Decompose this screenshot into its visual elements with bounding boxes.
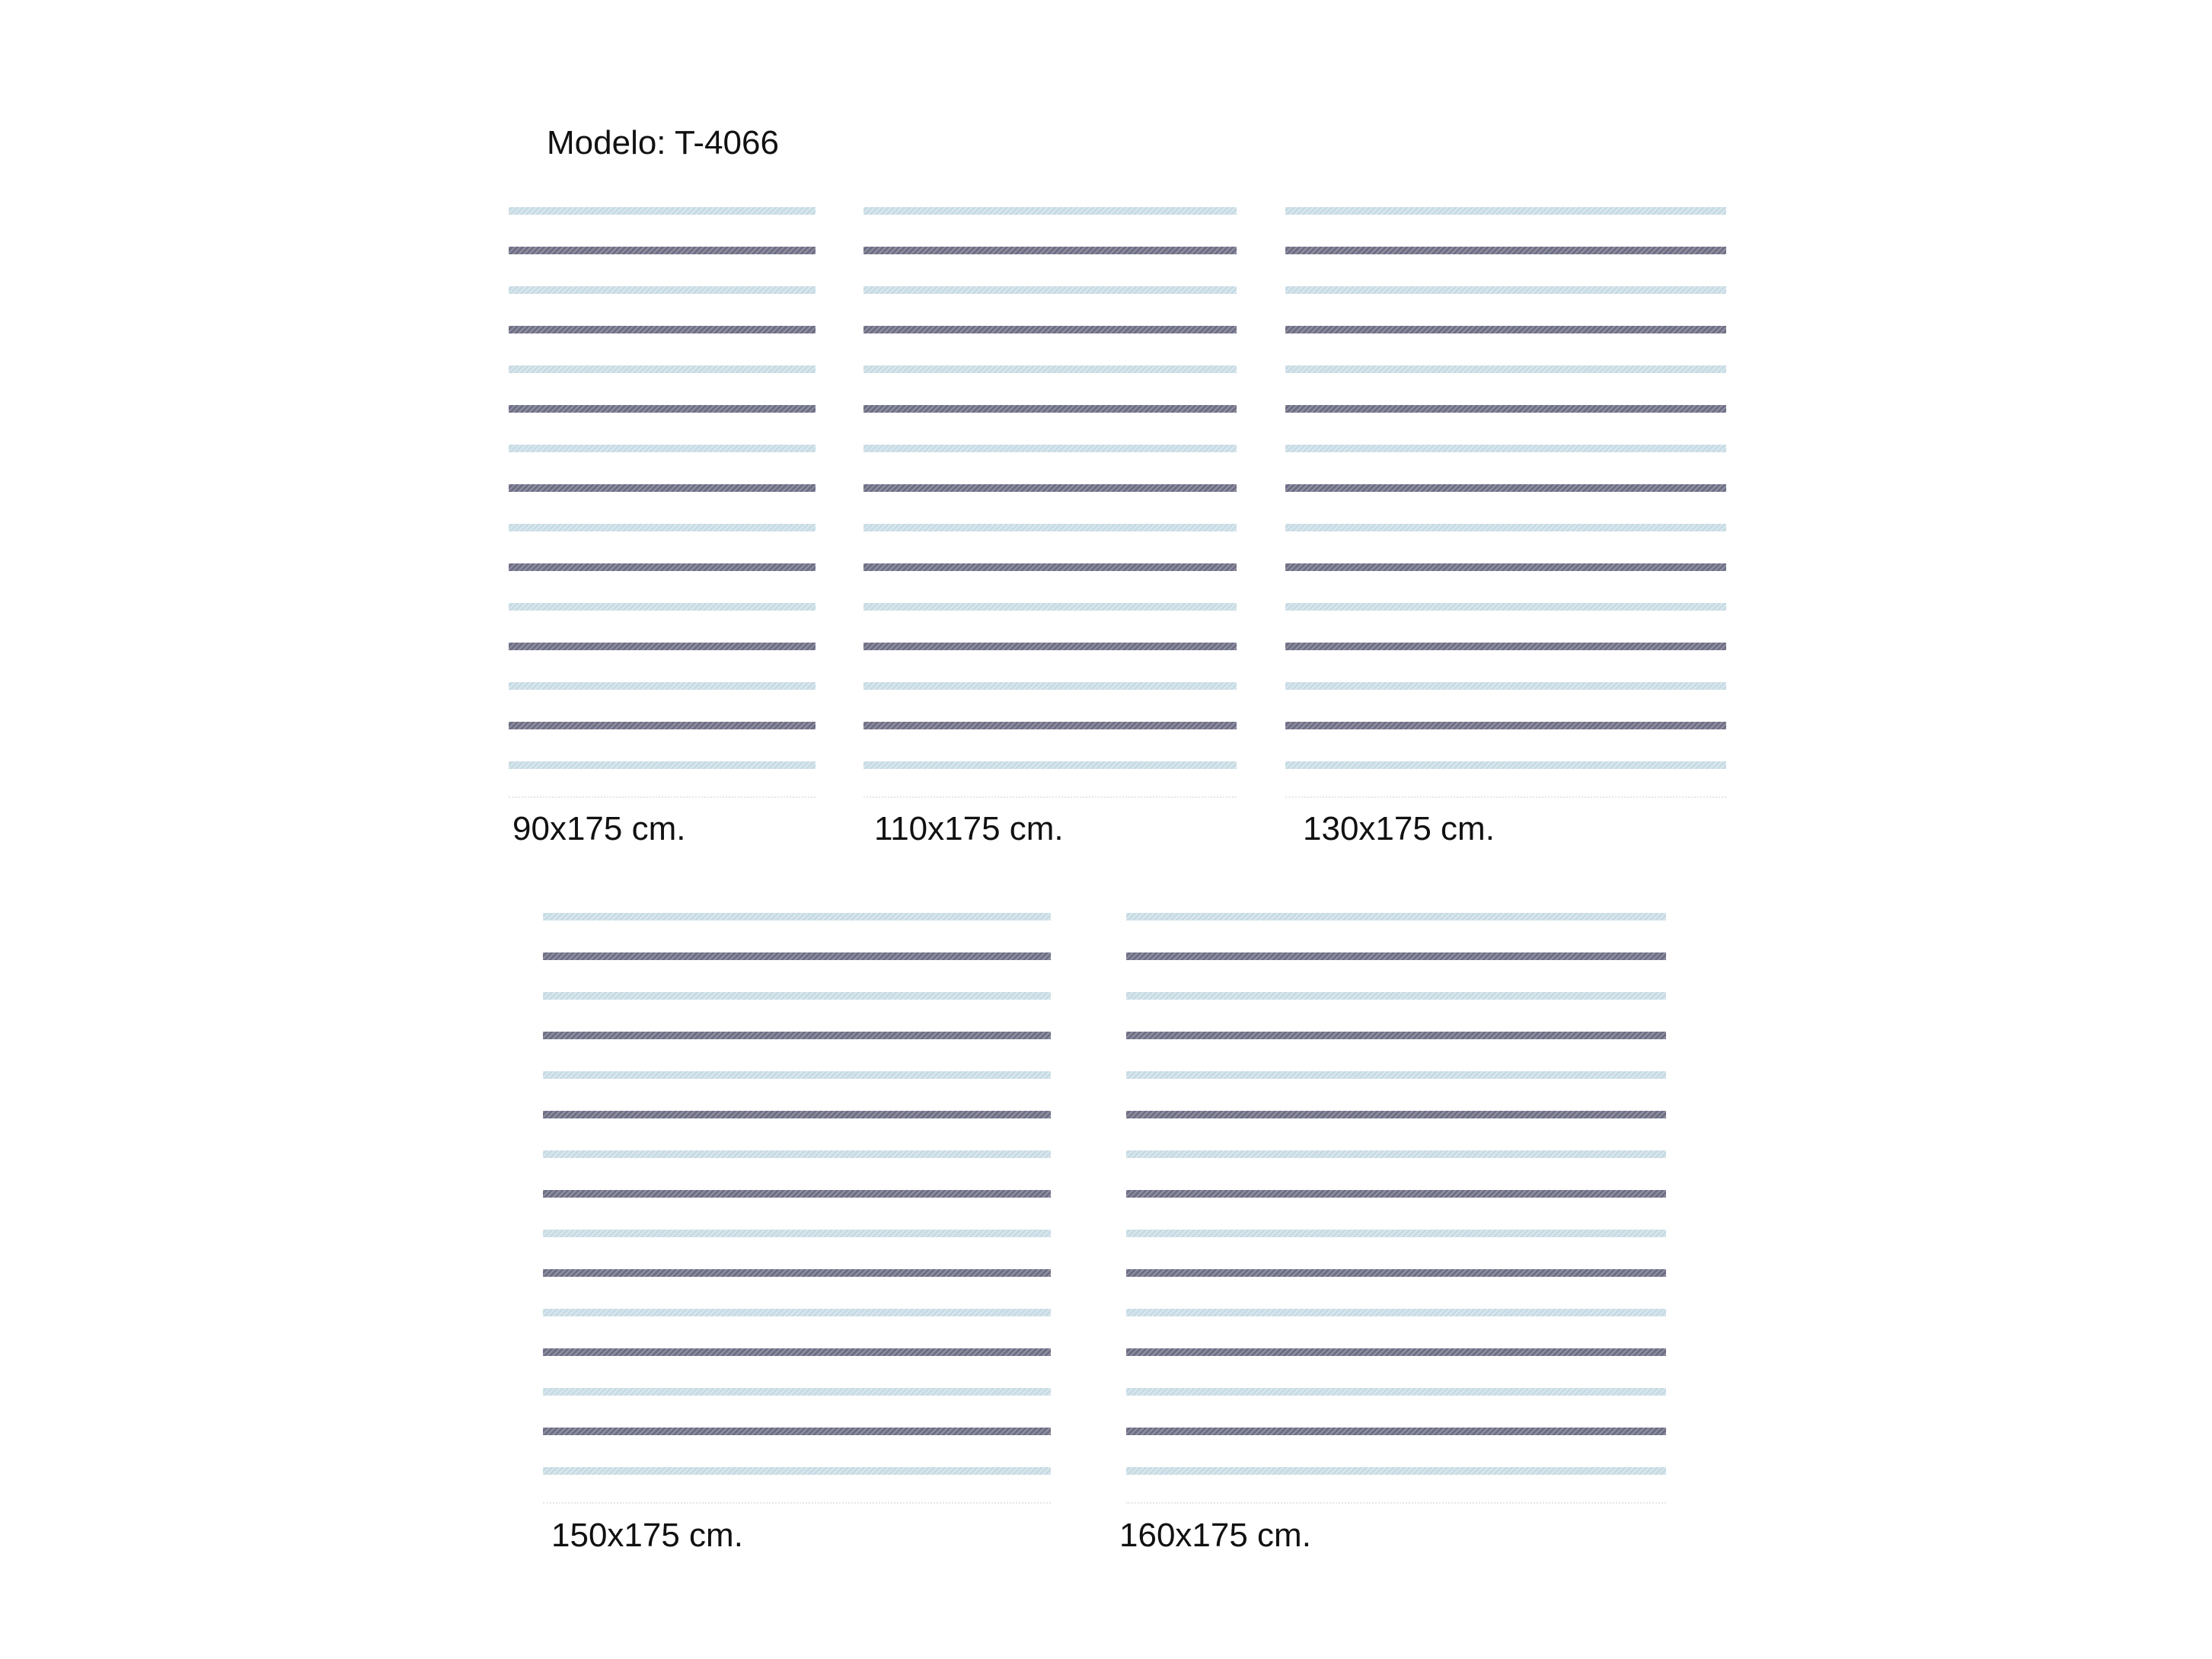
dark-stripe	[543, 1428, 1051, 1435]
dark-stripe	[863, 247, 1237, 254]
light-stripe	[509, 524, 816, 531]
dark-stripe	[1285, 484, 1726, 492]
light-stripe	[863, 603, 1237, 611]
light-stripe	[543, 913, 1051, 920]
swatch-edge	[1285, 796, 1726, 798]
size-label-150x175: 150x175 cm.	[551, 1517, 743, 1554]
light-stripe	[509, 445, 816, 452]
dark-stripe	[863, 643, 1237, 650]
dark-stripe	[863, 563, 1237, 571]
light-stripe	[1285, 524, 1726, 531]
dark-stripe	[1285, 722, 1726, 729]
dark-stripe	[509, 722, 816, 729]
fabric-swatch-90x175	[509, 203, 816, 798]
light-stripe	[543, 1150, 1051, 1158]
light-stripe	[1285, 286, 1726, 294]
dark-stripe	[543, 1348, 1051, 1356]
dark-stripe	[543, 1111, 1051, 1118]
light-stripe	[863, 761, 1237, 769]
swatch-edge	[543, 1502, 1051, 1504]
dark-stripe	[543, 1190, 1051, 1198]
size-label-90x175: 90x175 cm.	[512, 810, 686, 847]
dark-stripe	[863, 722, 1237, 729]
light-stripe	[509, 286, 816, 294]
light-stripe	[509, 603, 816, 611]
light-stripe	[1126, 1388, 1666, 1396]
light-stripe	[863, 524, 1237, 531]
dark-stripe	[509, 563, 816, 571]
dark-stripe	[1126, 952, 1666, 960]
light-stripe	[863, 365, 1237, 373]
light-stripe	[1285, 682, 1726, 690]
light-stripe	[1285, 445, 1726, 452]
dark-stripe	[1285, 563, 1726, 571]
dark-stripe	[543, 1032, 1051, 1039]
light-stripe	[1126, 1467, 1666, 1475]
dark-stripe	[1285, 326, 1726, 333]
dark-stripe	[543, 1269, 1051, 1277]
size-label-110x175: 110x175 cm.	[874, 810, 1064, 847]
fabric-swatch-110x175	[863, 203, 1237, 798]
light-stripe	[1126, 1230, 1666, 1237]
fabric-swatch-160x175	[1126, 908, 1666, 1504]
light-stripe	[543, 1388, 1051, 1396]
dark-stripe	[1126, 1269, 1666, 1277]
light-stripe	[509, 761, 816, 769]
dark-stripe	[1285, 247, 1726, 254]
light-stripe	[543, 1230, 1051, 1237]
dark-stripe	[1285, 643, 1726, 650]
swatch-edge	[1126, 1502, 1666, 1504]
fabric-swatch-130x175	[1285, 203, 1726, 798]
light-stripe	[1126, 1309, 1666, 1316]
dark-stripe	[1126, 1348, 1666, 1356]
light-stripe	[1126, 1071, 1666, 1079]
light-stripe	[1285, 603, 1726, 611]
fabric-swatch-150x175	[543, 908, 1051, 1504]
light-stripe	[1285, 365, 1726, 373]
dark-stripe	[543, 952, 1051, 960]
light-stripe	[543, 992, 1051, 1000]
light-stripe	[863, 445, 1237, 452]
light-stripe	[543, 1467, 1051, 1475]
light-stripe	[509, 682, 816, 690]
size-label-130x175: 130x175 cm.	[1303, 810, 1495, 847]
dark-stripe	[863, 405, 1237, 413]
dark-stripe	[509, 405, 816, 413]
dark-stripe	[863, 484, 1237, 492]
light-stripe	[1126, 913, 1666, 920]
light-stripe	[509, 207, 816, 215]
light-stripe	[1285, 207, 1726, 215]
light-stripe	[863, 286, 1237, 294]
dark-stripe	[509, 247, 816, 254]
light-stripe	[1285, 761, 1726, 769]
swatch-edge	[509, 796, 816, 798]
model-title: Modelo: T-4066	[547, 124, 779, 161]
light-stripe	[543, 1309, 1051, 1316]
dark-stripe	[863, 326, 1237, 333]
light-stripe	[509, 365, 816, 373]
dark-stripe	[509, 484, 816, 492]
dark-stripe	[1126, 1190, 1666, 1198]
size-label-160x175: 160x175 cm.	[1119, 1517, 1311, 1554]
light-stripe	[863, 682, 1237, 690]
light-stripe	[1126, 992, 1666, 1000]
swatch-edge	[863, 796, 1237, 798]
dark-stripe	[509, 643, 816, 650]
light-stripe	[863, 207, 1237, 215]
dark-stripe	[1285, 405, 1726, 413]
dark-stripe	[1126, 1428, 1666, 1435]
dark-stripe	[1126, 1032, 1666, 1039]
dark-stripe	[1126, 1111, 1666, 1118]
dark-stripe	[509, 326, 816, 333]
light-stripe	[1126, 1150, 1666, 1158]
light-stripe	[543, 1071, 1051, 1079]
